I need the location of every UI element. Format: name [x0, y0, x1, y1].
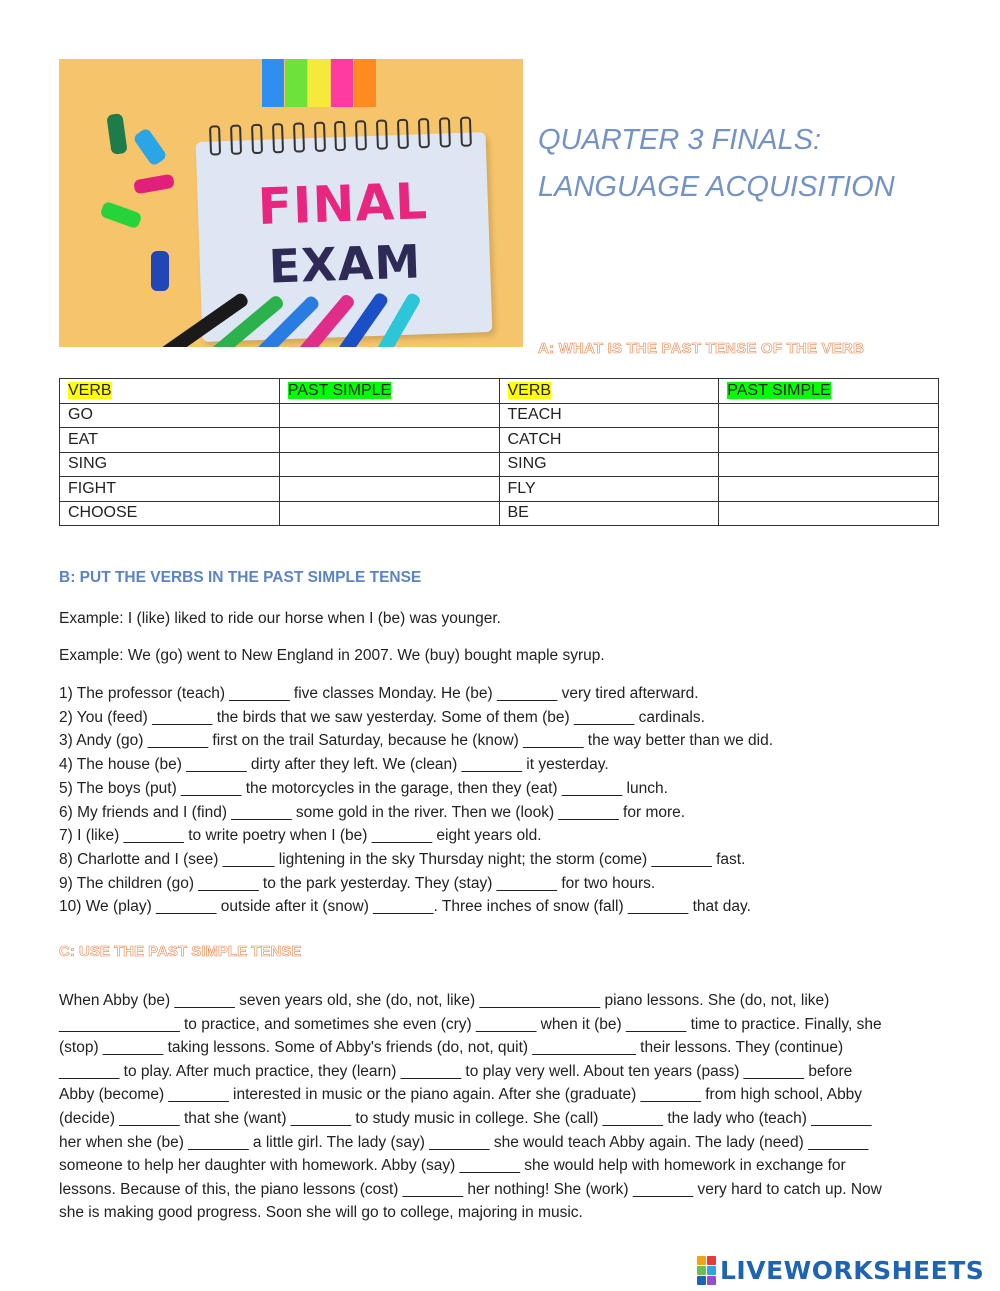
- passage-line: When Abby (be) _______ seven years old, she (do, not, like) ______________ piano lessons. She (do, not, like): [59, 992, 830, 1009]
- exercise-list: [59, 682, 773, 919]
- verb-cell: FLY: [499, 477, 719, 502]
- verb-cell: TEACH: [499, 403, 719, 428]
- verb-cell: BE: [499, 501, 719, 526]
- answer-cell[interactable]: [719, 452, 939, 477]
- header-past-1: PAST SIMPLE: [287, 381, 392, 399]
- example-sentence-2: Example: We (go) went to New England in 2007. We (buy) bought maple syrup.: [59, 647, 605, 664]
- list-item: 5) The boys (put) _______ the motorcycles in the garage, then they (eat) _______ lunch.: [59, 779, 668, 797]
- list-item: 4) The house (be) _______ dirty after they left. We (clean) _______ it yesterday.: [59, 756, 609, 774]
- list-item: 10) We (play) _______ outside after it (snow) _______. Three inches of snow (fall) _______ that day.: [59, 898, 751, 916]
- table-row: [60, 452, 939, 477]
- list-item: 3) Andy (go) _______ first on the trail Saturday, because he (know) _______ the way better than we did.: [59, 732, 774, 750]
- marker-cap-icon: [106, 113, 127, 155]
- marker-cap-icon: [133, 174, 175, 195]
- verb-cell: CHOOSE: [60, 501, 280, 526]
- verb-cell: GO: [60, 403, 280, 428]
- header-verb-1: VERB: [68, 381, 112, 399]
- sticky-tab-pink: [331, 59, 353, 107]
- example-sentence-1: Example: I (like) liked to ride our horse when I (be) was younger.: [59, 610, 501, 627]
- verb-cell: EAT: [60, 428, 280, 453]
- sticky-tab-green: [285, 59, 307, 107]
- list-item: 1) The professor (teach) _______ five classes Monday. He (be) _______ very tired afterward.: [59, 685, 699, 702]
- verb-cell: CATCH: [499, 428, 719, 453]
- passage-line: her when she (be) _______ a little girl. The lady (say) _______ she would teach Abby again. The lady (need) _______: [59, 1133, 869, 1151]
- list-item: 2) You (feed) _______ the birds that we saw yesterday. Some of them (be) _______ cardinals.: [59, 708, 705, 726]
- sticky-tab-orange: [354, 59, 376, 107]
- passage-line: (stop) _______ taking lessons. Some of Abby's friends (do, not, quit) ____________ their lessons. They (continue): [59, 1039, 844, 1057]
- header-cell: [279, 379, 499, 404]
- notebook-text-exam: EXAM: [267, 234, 422, 294]
- table-row: [60, 428, 939, 453]
- marker-cap-icon: [99, 201, 142, 230]
- liveworksheets-brand-text: LIVEWORKSHEETS: [720, 1255, 985, 1285]
- sticky-tab-yellow: [308, 59, 330, 107]
- passage-line: she is making good progress. Soon she will go to college, majoring in music.: [59, 1204, 583, 1222]
- header-past-2: PAST SIMPLE: [727, 381, 831, 399]
- passage-line: ______________ to practice, and sometimes she even (cry) _______ when it (be) _______ time to practice. Finally, she: [59, 1015, 882, 1033]
- section-a-heading: A: WHAT IS THE PAST TENSE OF THE VERB: [538, 340, 865, 357]
- notebook-text-final: FINAL: [256, 172, 429, 236]
- liveworksheets-logo[interactable]: [697, 1255, 984, 1285]
- final-exam-illustration: [59, 59, 523, 347]
- table-row: [60, 501, 939, 526]
- table-header-row: [60, 379, 939, 404]
- header-cell: [719, 379, 939, 404]
- list-item: 9) The children (go) _______ to the park yesterday. They (stay) _______ for two hours.: [59, 874, 656, 892]
- marker-cap-icon: [151, 251, 169, 291]
- title-line-1: QUARTER 3 FINALS:: [538, 124, 822, 156]
- spiral-binding-icon: [209, 116, 472, 151]
- answer-cell[interactable]: [719, 501, 939, 526]
- answer-cell[interactable]: [279, 452, 499, 477]
- passage-line: lessons. Because of this, the piano lessons (cost) _______ her nothing! She (work) _______ very hard to catch up. Now: [59, 1180, 882, 1198]
- verb-cell: SING: [60, 452, 280, 477]
- list-item: 8) Charlotte and I (see) ______ lightening in the sky Thursday night; the storm (come) _______ fast.: [59, 850, 746, 868]
- answer-cell[interactable]: [279, 477, 499, 502]
- list-item: 6) My friends and I (find) _______ some gold in the river. Then we (look) _______ for more.: [59, 803, 686, 821]
- header-verb-2: VERB: [507, 381, 552, 399]
- answer-cell[interactable]: [279, 403, 499, 428]
- answer-cell[interactable]: [279, 501, 499, 526]
- section-b-heading: B: PUT THE VERBS IN THE PAST SIMPLE TENSE: [59, 569, 422, 586]
- title-line-2: LANGUAGE ACQUISITION: [538, 171, 895, 203]
- answer-cell[interactable]: [279, 428, 499, 453]
- section-c-heading: C: USE THE PAST SIMPLE TENSE: [59, 943, 302, 960]
- answer-cell[interactable]: [719, 477, 939, 502]
- liveworksheets-mark-icon: [697, 1256, 716, 1285]
- passage-line: Abby (become) _______ interested in music or the piano again. After she (graduate) _______ from high school, Abby: [59, 1086, 863, 1104]
- verb-cell: SING: [499, 452, 719, 477]
- passage-line: _______ to play. After much practice, they (learn) _______ to play very well. About ten years (pass) _______ before: [59, 1062, 853, 1080]
- table-row: [60, 403, 939, 428]
- passage-line: someone to help her daughter with homework. Abby (say) _______ she would help with homework in exchange for: [59, 1157, 846, 1175]
- list-item: 7) I (like) _______ to write poetry when I (be) _______ eight years old.: [59, 827, 542, 845]
- header-cell: [60, 379, 280, 404]
- answer-cell[interactable]: [719, 428, 939, 453]
- header-cell: [499, 379, 719, 404]
- answer-cell[interactable]: [719, 403, 939, 428]
- passage-paragraph: [59, 989, 939, 1225]
- marker-cap-icon: [132, 127, 167, 167]
- sticky-tab-blue: [262, 59, 284, 107]
- verb-table: [59, 378, 939, 526]
- passage-line: (decide) _______ that she (want) _______ to study music in college. She (call) _______ the lady who (teach) _______: [59, 1109, 872, 1127]
- worksheet-title: [538, 117, 978, 211]
- table-row: [60, 477, 939, 502]
- verb-cell: FIGHT: [60, 477, 280, 502]
